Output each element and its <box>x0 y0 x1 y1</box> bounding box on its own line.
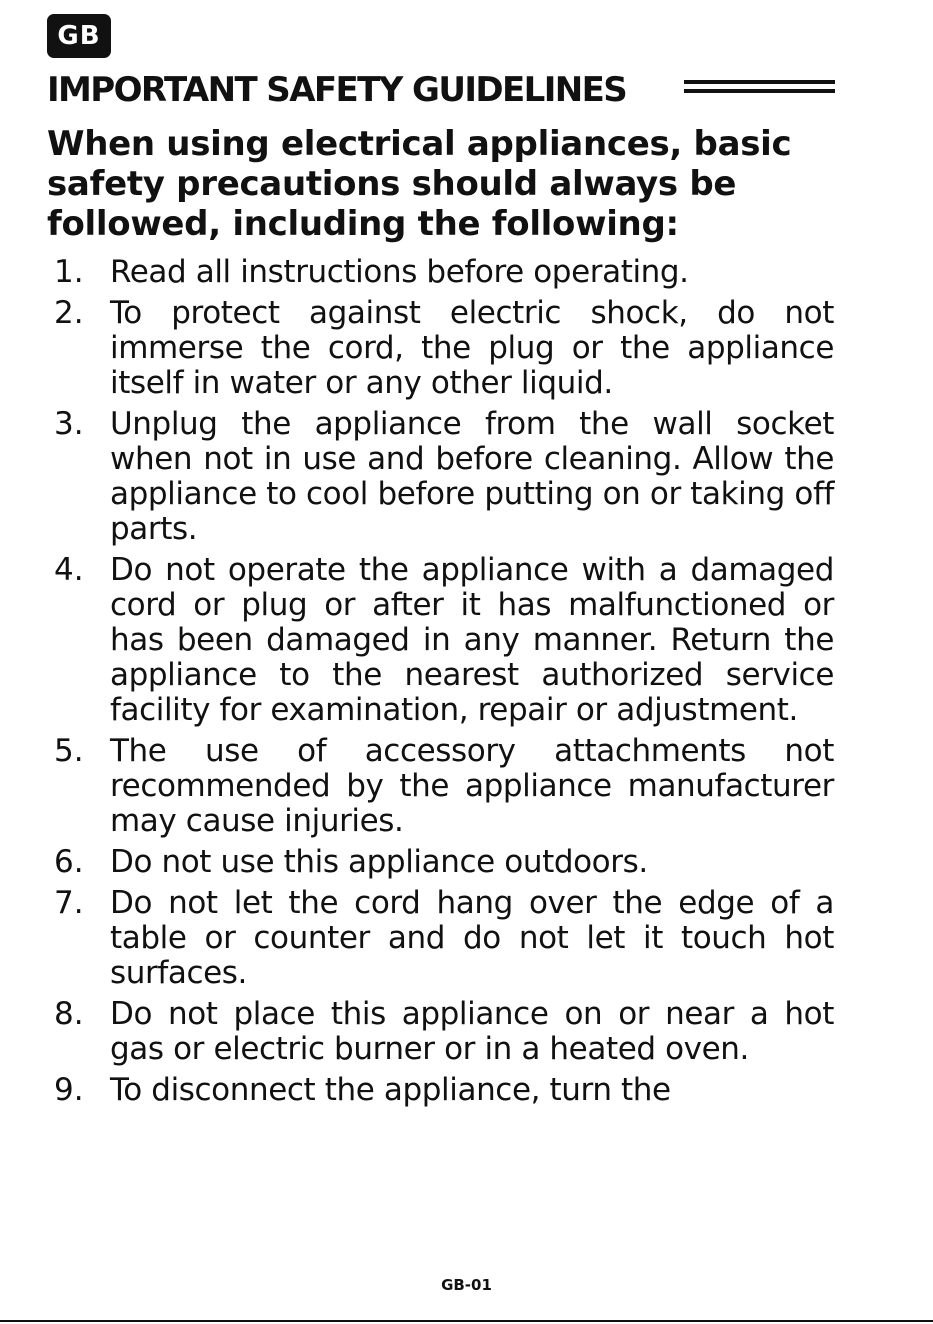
item-text: Do not let the cord hang over the edge of a table or counter and do not let it touch hot surfaces. <box>110 885 834 991</box>
language-badge: GB <box>47 14 111 58</box>
item-text: To disconnect the appliance, turn the <box>110 1072 671 1108</box>
item-text: Do not use this appliance outdoors. <box>110 844 648 880</box>
item-text: Unplug the appliance from the wall socket when not in use and before cleaning. Allow the appliance to cool before putting on or taking off parts. <box>110 406 834 547</box>
list-item <box>54 845 834 880</box>
page-heading: IMPORTANT SAFETY GUIDELINES <box>47 70 627 110</box>
intro-paragraph: When using electrical appliances, basic safety precautions should always be followed, including the following: <box>47 124 792 244</box>
item-number: 2. <box>54 295 84 331</box>
list-item <box>54 296 834 401</box>
item-number: 1. <box>54 254 84 290</box>
page-bottom-rule <box>0 1320 933 1322</box>
heading-double-rule <box>684 80 835 93</box>
item-number: 7. <box>54 885 84 921</box>
list-item <box>54 255 834 290</box>
page-number: GB-01 <box>441 1276 492 1294</box>
item-number: 9. <box>54 1072 84 1108</box>
item-number: 6. <box>54 844 84 880</box>
item-text: Read all instructions before operating. <box>110 254 689 290</box>
item-text: Do not place this appliance on or near a hot gas or electric burner or in a heated oven. <box>110 996 834 1067</box>
item-number: 3. <box>54 406 84 442</box>
list-item <box>54 1073 834 1108</box>
item-text: To protect against electric shock, do not immerse the cord, the plug or the appliance itself in water or any other liquid. <box>110 295 834 401</box>
item-number: 8. <box>54 996 84 1032</box>
item-number: 5. <box>54 733 84 769</box>
list-item <box>54 553 834 728</box>
item-text: The use of accessory attachments not recommended by the appliance manufacturer may cause injuries. <box>110 733 834 839</box>
item-number: 4. <box>54 552 84 588</box>
safety-list <box>54 255 834 1114</box>
list-item <box>54 886 834 991</box>
list-item <box>54 407 834 547</box>
list-item <box>54 734 834 839</box>
list-item <box>54 997 834 1067</box>
item-text: Do not operate the appliance with a damaged cord or plug or after it has malfunctioned or has been damaged in any manner. Return the appliance to the nearest authorized service facility for examination, repair or adjustment. <box>110 552 834 728</box>
